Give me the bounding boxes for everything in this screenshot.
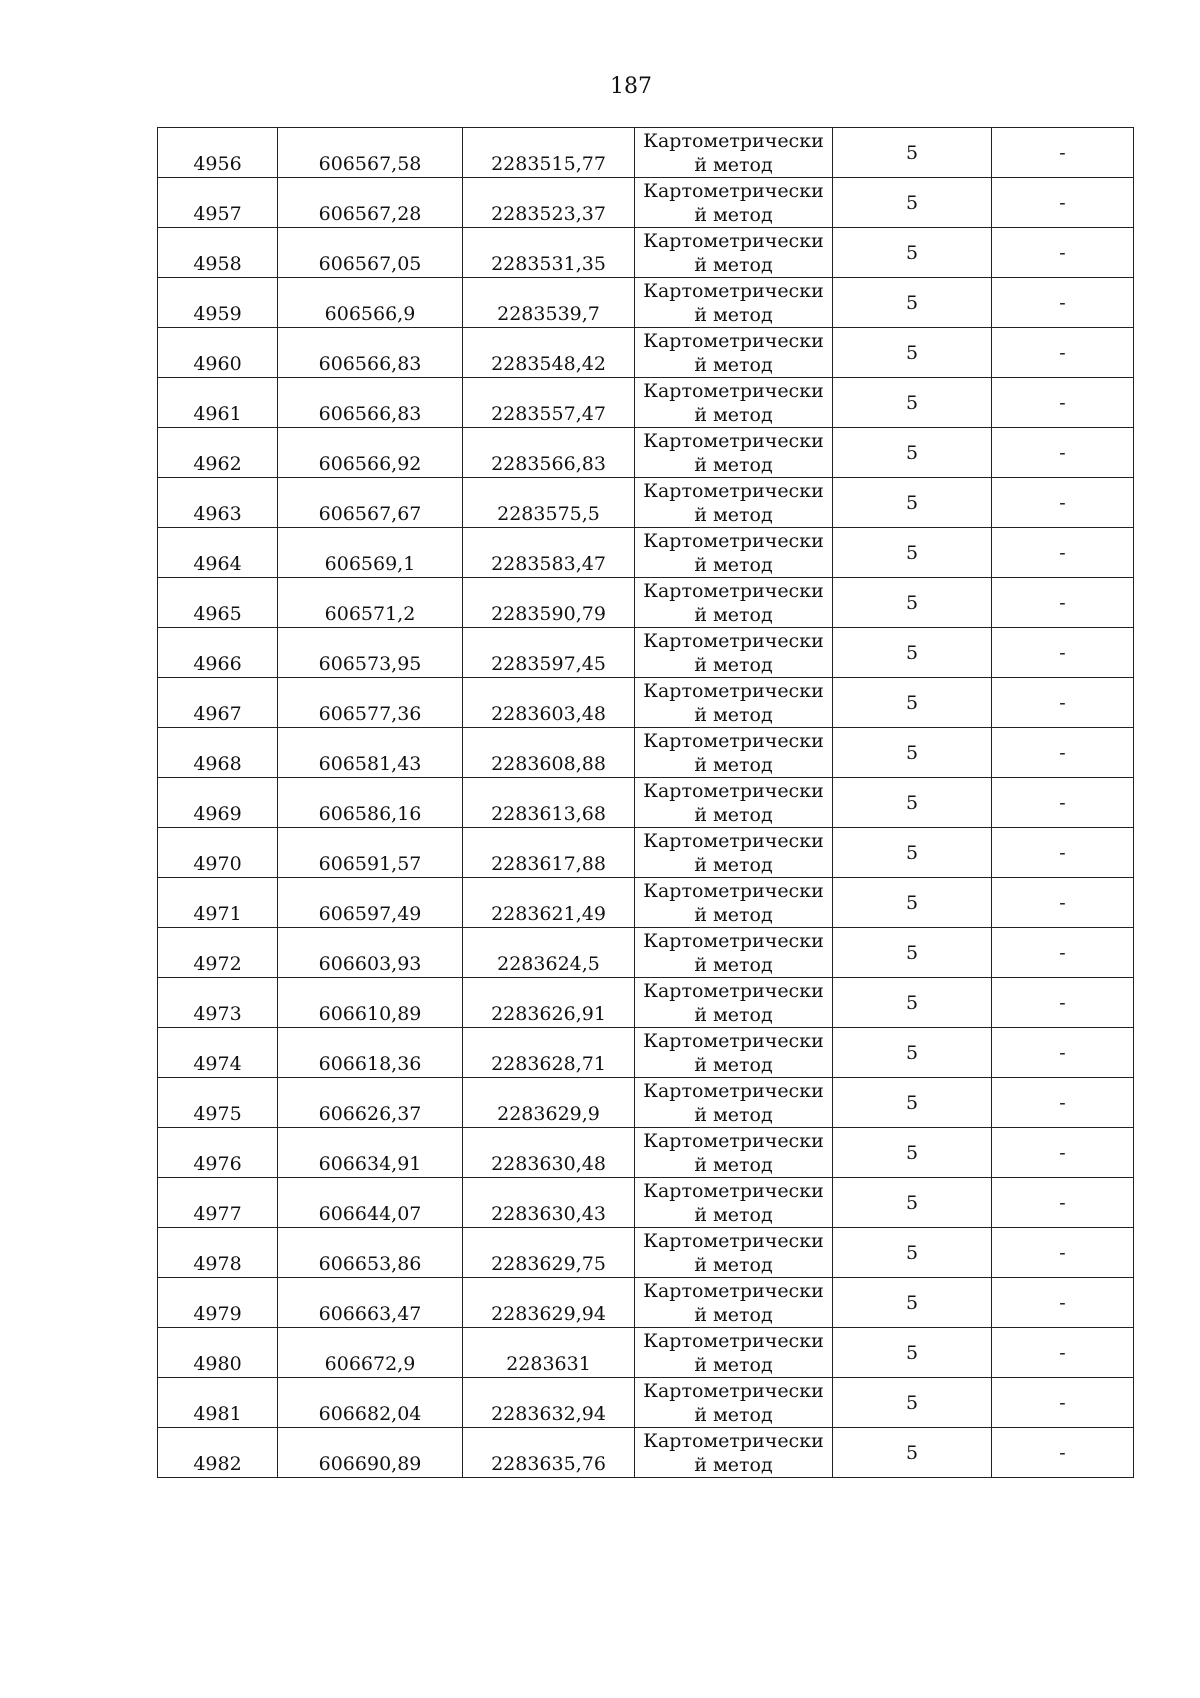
accuracy-cell: 5: [833, 428, 992, 478]
note-cell: -: [992, 1178, 1134, 1228]
method-cell: [635, 1178, 833, 1228]
y-coordinate-cell: 2283539,7: [463, 278, 635, 328]
x-coordinate-cell: 606566,83: [278, 328, 463, 378]
note-cell: -: [992, 1328, 1134, 1378]
method-text: Картометрически й метод: [643, 1079, 824, 1126]
x-coordinate-cell: 606603,93: [278, 928, 463, 978]
table-row: [158, 178, 1134, 228]
method-text: Картометрически й метод: [643, 1179, 824, 1226]
y-coordinate-cell: 2283575,5: [463, 478, 635, 528]
table-row: [158, 828, 1134, 878]
y-coordinate-cell: 2283608,88: [463, 728, 635, 778]
y-coordinate-cell: 2283557,47: [463, 378, 635, 428]
x-coordinate-cell: 606682,04: [278, 1378, 463, 1428]
method-text: Картометрически й метод: [643, 1229, 824, 1276]
method-cell: [635, 728, 833, 778]
accuracy-cell: 5: [833, 328, 992, 378]
method-cell: [635, 628, 833, 678]
coordinates-table: [157, 127, 1134, 1478]
y-coordinate-cell: 2283515,77: [463, 128, 635, 178]
x-coordinate-cell: 606672,9: [278, 1328, 463, 1378]
note-cell: -: [992, 528, 1134, 578]
table-row: [158, 1328, 1134, 1378]
method-cell: [635, 828, 833, 878]
method-text: Картометрически й метод: [643, 279, 824, 326]
method-text: Картометрически й метод: [643, 1379, 824, 1426]
note-cell: -: [992, 378, 1134, 428]
method-text: Картометрически й метод: [643, 829, 824, 876]
accuracy-cell: 5: [833, 578, 992, 628]
x-coordinate-cell: 606690,89: [278, 1428, 463, 1478]
point-number-cell: 4962: [158, 428, 278, 478]
y-coordinate-cell: 2283626,91: [463, 978, 635, 1028]
y-coordinate-cell: 2283531,35: [463, 228, 635, 278]
point-number-cell: 4966: [158, 628, 278, 678]
point-number-cell: 4979: [158, 1278, 278, 1328]
page-number: 187: [610, 74, 652, 99]
point-number-cell: 4974: [158, 1028, 278, 1078]
note-cell: -: [992, 828, 1134, 878]
accuracy-cell: 5: [833, 1378, 992, 1428]
method-text: Картометрически й метод: [643, 429, 824, 476]
method-text: Картометрически й метод: [643, 729, 824, 776]
method-text: Картометрически й метод: [643, 629, 824, 676]
y-coordinate-cell: 2283590,79: [463, 578, 635, 628]
method-text: Картометрически й метод: [643, 1429, 824, 1476]
x-coordinate-cell: 606663,47: [278, 1278, 463, 1328]
table-row: [158, 778, 1134, 828]
method-cell: [635, 1328, 833, 1378]
y-coordinate-cell: 2283566,83: [463, 428, 635, 478]
table-row: [158, 528, 1134, 578]
point-number-cell: 4968: [158, 728, 278, 778]
accuracy-cell: 5: [833, 1328, 992, 1378]
table-row: [158, 1028, 1134, 1078]
table-row: [158, 478, 1134, 528]
table-row: [158, 328, 1134, 378]
accuracy-cell: 5: [833, 1028, 992, 1078]
note-cell: -: [992, 428, 1134, 478]
y-coordinate-cell: 2283629,9: [463, 1078, 635, 1128]
point-number-cell: 4956: [158, 128, 278, 178]
table-row: [158, 928, 1134, 978]
method-text: Картометрически й метод: [643, 579, 824, 626]
point-number-cell: 4969: [158, 778, 278, 828]
coordinates-table-body: [158, 128, 1134, 1478]
accuracy-cell: 5: [833, 928, 992, 978]
note-cell: -: [992, 678, 1134, 728]
point-number-cell: 4971: [158, 878, 278, 928]
accuracy-cell: 5: [833, 528, 992, 578]
note-cell: -: [992, 278, 1134, 328]
method-cell: [635, 1428, 833, 1478]
method-text: Картометрически й метод: [643, 529, 824, 576]
table-row: [158, 1428, 1134, 1478]
table-row: [158, 978, 1134, 1028]
note-cell: -: [992, 928, 1134, 978]
accuracy-cell: 5: [833, 1078, 992, 1128]
y-coordinate-cell: 2283629,75: [463, 1228, 635, 1278]
method-text: Картометрически й метод: [643, 229, 824, 276]
x-coordinate-cell: 606581,43: [278, 728, 463, 778]
table-row: [158, 628, 1134, 678]
accuracy-cell: 5: [833, 1278, 992, 1328]
table-row: [158, 1278, 1134, 1328]
accuracy-cell: 5: [833, 678, 992, 728]
note-cell: -: [992, 778, 1134, 828]
note-cell: -: [992, 728, 1134, 778]
y-coordinate-cell: 2283631: [463, 1328, 635, 1378]
accuracy-cell: 5: [833, 978, 992, 1028]
note-cell: -: [992, 128, 1134, 178]
accuracy-cell: 5: [833, 778, 992, 828]
x-coordinate-cell: 606571,2: [278, 578, 463, 628]
x-coordinate-cell: 606566,83: [278, 378, 463, 428]
y-coordinate-cell: 2283523,37: [463, 178, 635, 228]
method-cell: [635, 228, 833, 278]
method-text: Картометрически й метод: [643, 1029, 824, 1076]
method-cell: [635, 1278, 833, 1328]
accuracy-cell: 5: [833, 628, 992, 678]
table-row: [158, 1128, 1134, 1178]
point-number-cell: 4978: [158, 1228, 278, 1278]
x-coordinate-cell: 606610,89: [278, 978, 463, 1028]
accuracy-cell: 5: [833, 1428, 992, 1478]
point-number-cell: 4975: [158, 1078, 278, 1128]
note-cell: -: [992, 878, 1134, 928]
note-cell: -: [992, 1378, 1134, 1428]
point-number-cell: 4973: [158, 978, 278, 1028]
table-row: [158, 378, 1134, 428]
method-cell: [635, 1378, 833, 1428]
accuracy-cell: 5: [833, 128, 992, 178]
method-cell: [635, 778, 833, 828]
table-row: [158, 878, 1134, 928]
method-text: Картометрически й метод: [643, 879, 824, 926]
point-number-cell: 4977: [158, 1178, 278, 1228]
point-number-cell: 4982: [158, 1428, 278, 1478]
table-row: [158, 428, 1134, 478]
point-number-cell: 4976: [158, 1128, 278, 1178]
point-number-cell: 4964: [158, 528, 278, 578]
method-text: Картометрически й метод: [643, 929, 824, 976]
y-coordinate-cell: 2283603,48: [463, 678, 635, 728]
method-cell: [635, 978, 833, 1028]
accuracy-cell: 5: [833, 1228, 992, 1278]
x-coordinate-cell: 606566,92: [278, 428, 463, 478]
method-cell: [635, 128, 833, 178]
method-text: Картометрически й метод: [643, 479, 824, 526]
y-coordinate-cell: 2283583,47: [463, 528, 635, 578]
point-number-cell: 4972: [158, 928, 278, 978]
method-text: Картометрически й метод: [643, 1279, 824, 1326]
method-cell: [635, 1028, 833, 1078]
note-cell: -: [992, 628, 1134, 678]
x-coordinate-cell: 606634,91: [278, 1128, 463, 1178]
point-number-cell: 4980: [158, 1328, 278, 1378]
note-cell: -: [992, 578, 1134, 628]
y-coordinate-cell: 2283613,68: [463, 778, 635, 828]
method-cell: [635, 1128, 833, 1178]
point-number-cell: 4960: [158, 328, 278, 378]
point-number-cell: 4959: [158, 278, 278, 328]
accuracy-cell: 5: [833, 1128, 992, 1178]
method-cell: [635, 1228, 833, 1278]
method-text: Картометрически й метод: [643, 779, 824, 826]
point-number-cell: 4958: [158, 228, 278, 278]
x-coordinate-cell: 606653,86: [278, 1228, 463, 1278]
point-number-cell: 4970: [158, 828, 278, 878]
method-cell: [635, 528, 833, 578]
accuracy-cell: 5: [833, 828, 992, 878]
table-row: [158, 228, 1134, 278]
y-coordinate-cell: 2283629,94: [463, 1278, 635, 1328]
point-number-cell: 4967: [158, 678, 278, 728]
method-cell: [635, 178, 833, 228]
x-coordinate-cell: 606618,36: [278, 1028, 463, 1078]
method-cell: [635, 678, 833, 728]
accuracy-cell: 5: [833, 228, 992, 278]
note-cell: -: [992, 1278, 1134, 1328]
y-coordinate-cell: 2283635,76: [463, 1428, 635, 1478]
y-coordinate-cell: 2283630,48: [463, 1128, 635, 1178]
y-coordinate-cell: 2283624,5: [463, 928, 635, 978]
y-coordinate-cell: 2283628,71: [463, 1028, 635, 1078]
note-cell: -: [992, 1128, 1134, 1178]
note-cell: -: [992, 328, 1134, 378]
note-cell: -: [992, 478, 1134, 528]
point-number-cell: 4957: [158, 178, 278, 228]
accuracy-cell: 5: [833, 728, 992, 778]
method-cell: [635, 428, 833, 478]
note-cell: -: [992, 978, 1134, 1028]
y-coordinate-cell: 2283617,88: [463, 828, 635, 878]
method-cell: [635, 878, 833, 928]
method-text: Картометрически й метод: [643, 1129, 824, 1176]
table-row: [158, 678, 1134, 728]
accuracy-cell: 5: [833, 378, 992, 428]
x-coordinate-cell: 606573,95: [278, 628, 463, 678]
accuracy-cell: 5: [833, 478, 992, 528]
table-row: [158, 1078, 1134, 1128]
point-number-cell: 4965: [158, 578, 278, 628]
point-number-cell: 4981: [158, 1378, 278, 1428]
accuracy-cell: 5: [833, 878, 992, 928]
accuracy-cell: 5: [833, 278, 992, 328]
y-coordinate-cell: 2283597,45: [463, 628, 635, 678]
x-coordinate-cell: 606591,57: [278, 828, 463, 878]
method-cell: [635, 578, 833, 628]
method-text: Картометрически й метод: [643, 379, 824, 426]
method-cell: [635, 378, 833, 428]
x-coordinate-cell: 606569,1: [278, 528, 463, 578]
accuracy-cell: 5: [833, 1178, 992, 1228]
x-coordinate-cell: 606644,07: [278, 1178, 463, 1228]
point-number-cell: 4961: [158, 378, 278, 428]
table-row: [158, 1378, 1134, 1428]
table-row: [158, 728, 1134, 778]
method-text: Картометрически й метод: [643, 129, 824, 176]
x-coordinate-cell: 606567,67: [278, 478, 463, 528]
x-coordinate-cell: 606597,49: [278, 878, 463, 928]
point-number-cell: 4963: [158, 478, 278, 528]
method-cell: [635, 1078, 833, 1128]
note-cell: -: [992, 1428, 1134, 1478]
note-cell: -: [992, 1028, 1134, 1078]
table-row: [158, 128, 1134, 178]
accuracy-cell: 5: [833, 178, 992, 228]
table-row: [158, 1228, 1134, 1278]
table-row: [158, 1178, 1134, 1228]
x-coordinate-cell: 606567,05: [278, 228, 463, 278]
x-coordinate-cell: 606566,9: [278, 278, 463, 328]
y-coordinate-cell: 2283632,94: [463, 1378, 635, 1428]
note-cell: -: [992, 178, 1134, 228]
x-coordinate-cell: 606577,36: [278, 678, 463, 728]
x-coordinate-cell: 606567,28: [278, 178, 463, 228]
method-cell: [635, 328, 833, 378]
y-coordinate-cell: 2283548,42: [463, 328, 635, 378]
method-cell: [635, 928, 833, 978]
note-cell: -: [992, 228, 1134, 278]
method-text: Картометрически й метод: [643, 679, 824, 726]
method-text: Картометрически й метод: [643, 979, 824, 1026]
x-coordinate-cell: 606586,16: [278, 778, 463, 828]
method-text: Картометрически й метод: [643, 179, 824, 226]
note-cell: -: [992, 1228, 1134, 1278]
method-cell: [635, 478, 833, 528]
note-cell: -: [992, 1078, 1134, 1128]
table-row: [158, 278, 1134, 328]
y-coordinate-cell: 2283621,49: [463, 878, 635, 928]
y-coordinate-cell: 2283630,43: [463, 1178, 635, 1228]
method-text: Картометрически й метод: [643, 1329, 824, 1376]
x-coordinate-cell: 606626,37: [278, 1078, 463, 1128]
method-cell: [635, 278, 833, 328]
method-text: Картометрически й метод: [643, 329, 824, 376]
x-coordinate-cell: 606567,58: [278, 128, 463, 178]
table-row: [158, 578, 1134, 628]
